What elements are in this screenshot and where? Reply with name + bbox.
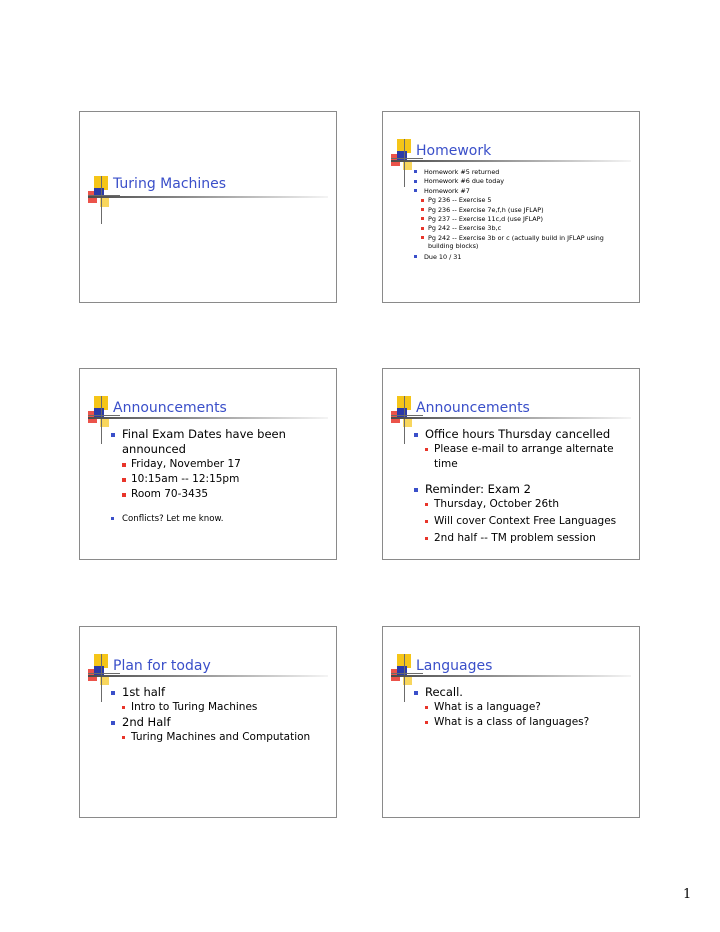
bullet-item: Final Exam Dates have been announced bbox=[111, 427, 306, 457]
sub-bullet-item: What is a class of languages? bbox=[414, 715, 631, 730]
sub-bullet-item: Pg 242 -- Exercise 3b,c bbox=[414, 224, 631, 232]
sub-bullet-item: Pg 236 -- Exercise 7e,f,h (use JFLAP) bbox=[414, 206, 631, 214]
title-rule bbox=[88, 417, 328, 419]
slide-5 bbox=[79, 626, 337, 818]
title-rule bbox=[391, 675, 631, 677]
title-rule bbox=[391, 160, 631, 162]
sub-bullet-item: Pg 242 -- Exercise 3b or c (actually build in JFLAP using building blocks) bbox=[414, 234, 631, 251]
slide-content bbox=[414, 168, 631, 261]
bullet-item: 1st half bbox=[111, 685, 328, 700]
slide-title: Turing Machines bbox=[113, 176, 227, 192]
slide-content bbox=[414, 685, 631, 730]
sub-bullet-item: What is a language? bbox=[414, 700, 631, 715]
page-number: 1 bbox=[683, 887, 692, 902]
slide-6 bbox=[382, 626, 640, 818]
sub-bullet-item: Pg 236 -- Exercise 5 bbox=[414, 196, 631, 204]
title-rule bbox=[88, 196, 328, 198]
sub-bullet-item: Please e-mail to arrange alternate time bbox=[414, 442, 631, 472]
sub-bullet-item: 10:15am -- 12:15pm bbox=[111, 472, 306, 487]
slide-2 bbox=[382, 111, 640, 303]
bullet-item: Homework #5 returned bbox=[414, 168, 631, 176]
slide-title: Announcements bbox=[416, 400, 530, 416]
bullet-item: Office hours Thursday cancelled bbox=[414, 427, 631, 442]
bullet-item: Reminder: Exam 2 bbox=[414, 482, 631, 497]
slide-title: Announcements bbox=[113, 400, 227, 416]
bullet-item: 2nd Half bbox=[111, 715, 328, 730]
bullet-item: Recall. bbox=[414, 685, 631, 700]
sub-bullet-item: Thursday, October 26th bbox=[414, 497, 631, 512]
sub-bullet-item: Turing Machines and Computation bbox=[111, 730, 328, 745]
bullet-item: Homework #7 bbox=[414, 187, 631, 195]
slide-title: Languages bbox=[416, 658, 493, 674]
bullet-item: Conflicts? Let me know. bbox=[111, 513, 306, 525]
sub-bullet-item: Pg 237 -- Exercise 11c,d (use JFLAP) bbox=[414, 215, 631, 223]
title-rule bbox=[391, 417, 631, 419]
sub-bullet-item: Intro to Turing Machines bbox=[111, 700, 328, 715]
bullet-item: Homework #6 due today bbox=[414, 177, 631, 185]
sub-bullet-item: 2nd half -- TM problem session bbox=[414, 531, 631, 546]
slide-3 bbox=[79, 368, 337, 560]
bullet-item: Due 10 / 31 bbox=[414, 253, 631, 261]
sub-bullet-item: Friday, November 17 bbox=[111, 457, 306, 472]
title-rule bbox=[88, 675, 328, 677]
slide-content bbox=[111, 685, 328, 745]
slide-content bbox=[414, 427, 631, 546]
slide-4 bbox=[382, 368, 640, 560]
sub-bullet-item: Room 70-3435 bbox=[111, 487, 306, 502]
slide-title: Plan for today bbox=[113, 658, 211, 674]
slide-content bbox=[111, 427, 306, 525]
sub-bullet-item: Will cover Context Free Languages bbox=[414, 514, 631, 529]
slide-1 bbox=[79, 111, 337, 303]
slide-title: Homework bbox=[416, 143, 492, 159]
